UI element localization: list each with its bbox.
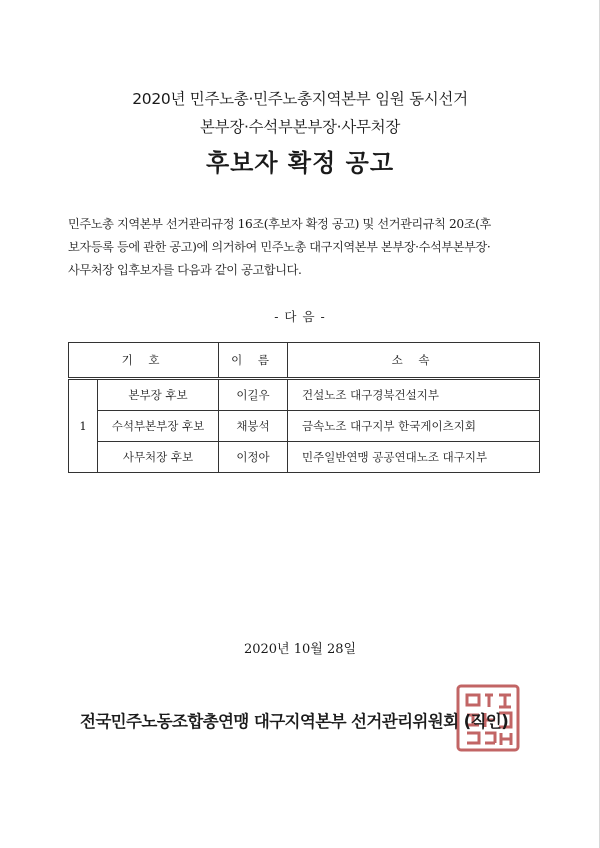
candidate-name: 이길우 bbox=[219, 379, 288, 411]
body-line: 보자등록 등에 관한 공고)에 의거하여 민주노총 대구지역본부 본부장·수석부본부장· bbox=[68, 240, 491, 254]
candidate-name: 채붕석 bbox=[219, 411, 288, 442]
candidate-affiliation: 금속노조 대구지부 한국게이츠지회 bbox=[288, 411, 540, 442]
notice-date: 2020년 10월 28일 bbox=[243, 642, 357, 657]
notice-title: 후보자 확정 공고 bbox=[206, 149, 394, 177]
notice-subtitle-line1: 2020년 민주노총·민주노총지역본부 임원 동시선거 bbox=[132, 90, 468, 108]
table-row bbox=[69, 411, 540, 442]
candidate-role: 사무처장 후보 bbox=[98, 442, 219, 473]
table-header-row bbox=[69, 343, 540, 379]
notice-body bbox=[68, 213, 538, 282]
candidate-affiliation: 건설노조 대구경북건설지부 bbox=[288, 379, 540, 411]
notice-subtitle-line2: 본부장·수석부본부장·사무처장 bbox=[199, 118, 400, 136]
body-line: 민주노총 지역본부 선거관리규정 16조(후보자 확정 공고) 및 선거관리규칙 20조(후 bbox=[68, 217, 491, 231]
candidate-role: 본부장 후보 bbox=[98, 379, 219, 411]
table-row bbox=[69, 442, 540, 473]
candidate-table bbox=[68, 342, 540, 473]
header-symbol: 기 호 bbox=[69, 343, 219, 379]
candidate-name: 이정아 bbox=[219, 442, 288, 473]
candidate-role: 수석부본부장 후보 bbox=[98, 411, 219, 442]
table-row bbox=[69, 379, 540, 411]
body-line: 사무처장 입후보자를 다음과 같이 공고합니다. bbox=[68, 263, 302, 277]
candidate-affiliation: 민주일반연맹 공공연대노조 대구지부 bbox=[288, 442, 540, 473]
candidate-number: 1 bbox=[69, 379, 98, 473]
header-name: 이 름 bbox=[219, 343, 288, 379]
section-label: - 다 음 - bbox=[274, 309, 326, 324]
header-affiliation: 소 속 bbox=[288, 343, 540, 379]
organization-signature: 전국민주노동조합총연맹 대구지역본부 선거관리위원회 (직인) bbox=[80, 712, 509, 731]
